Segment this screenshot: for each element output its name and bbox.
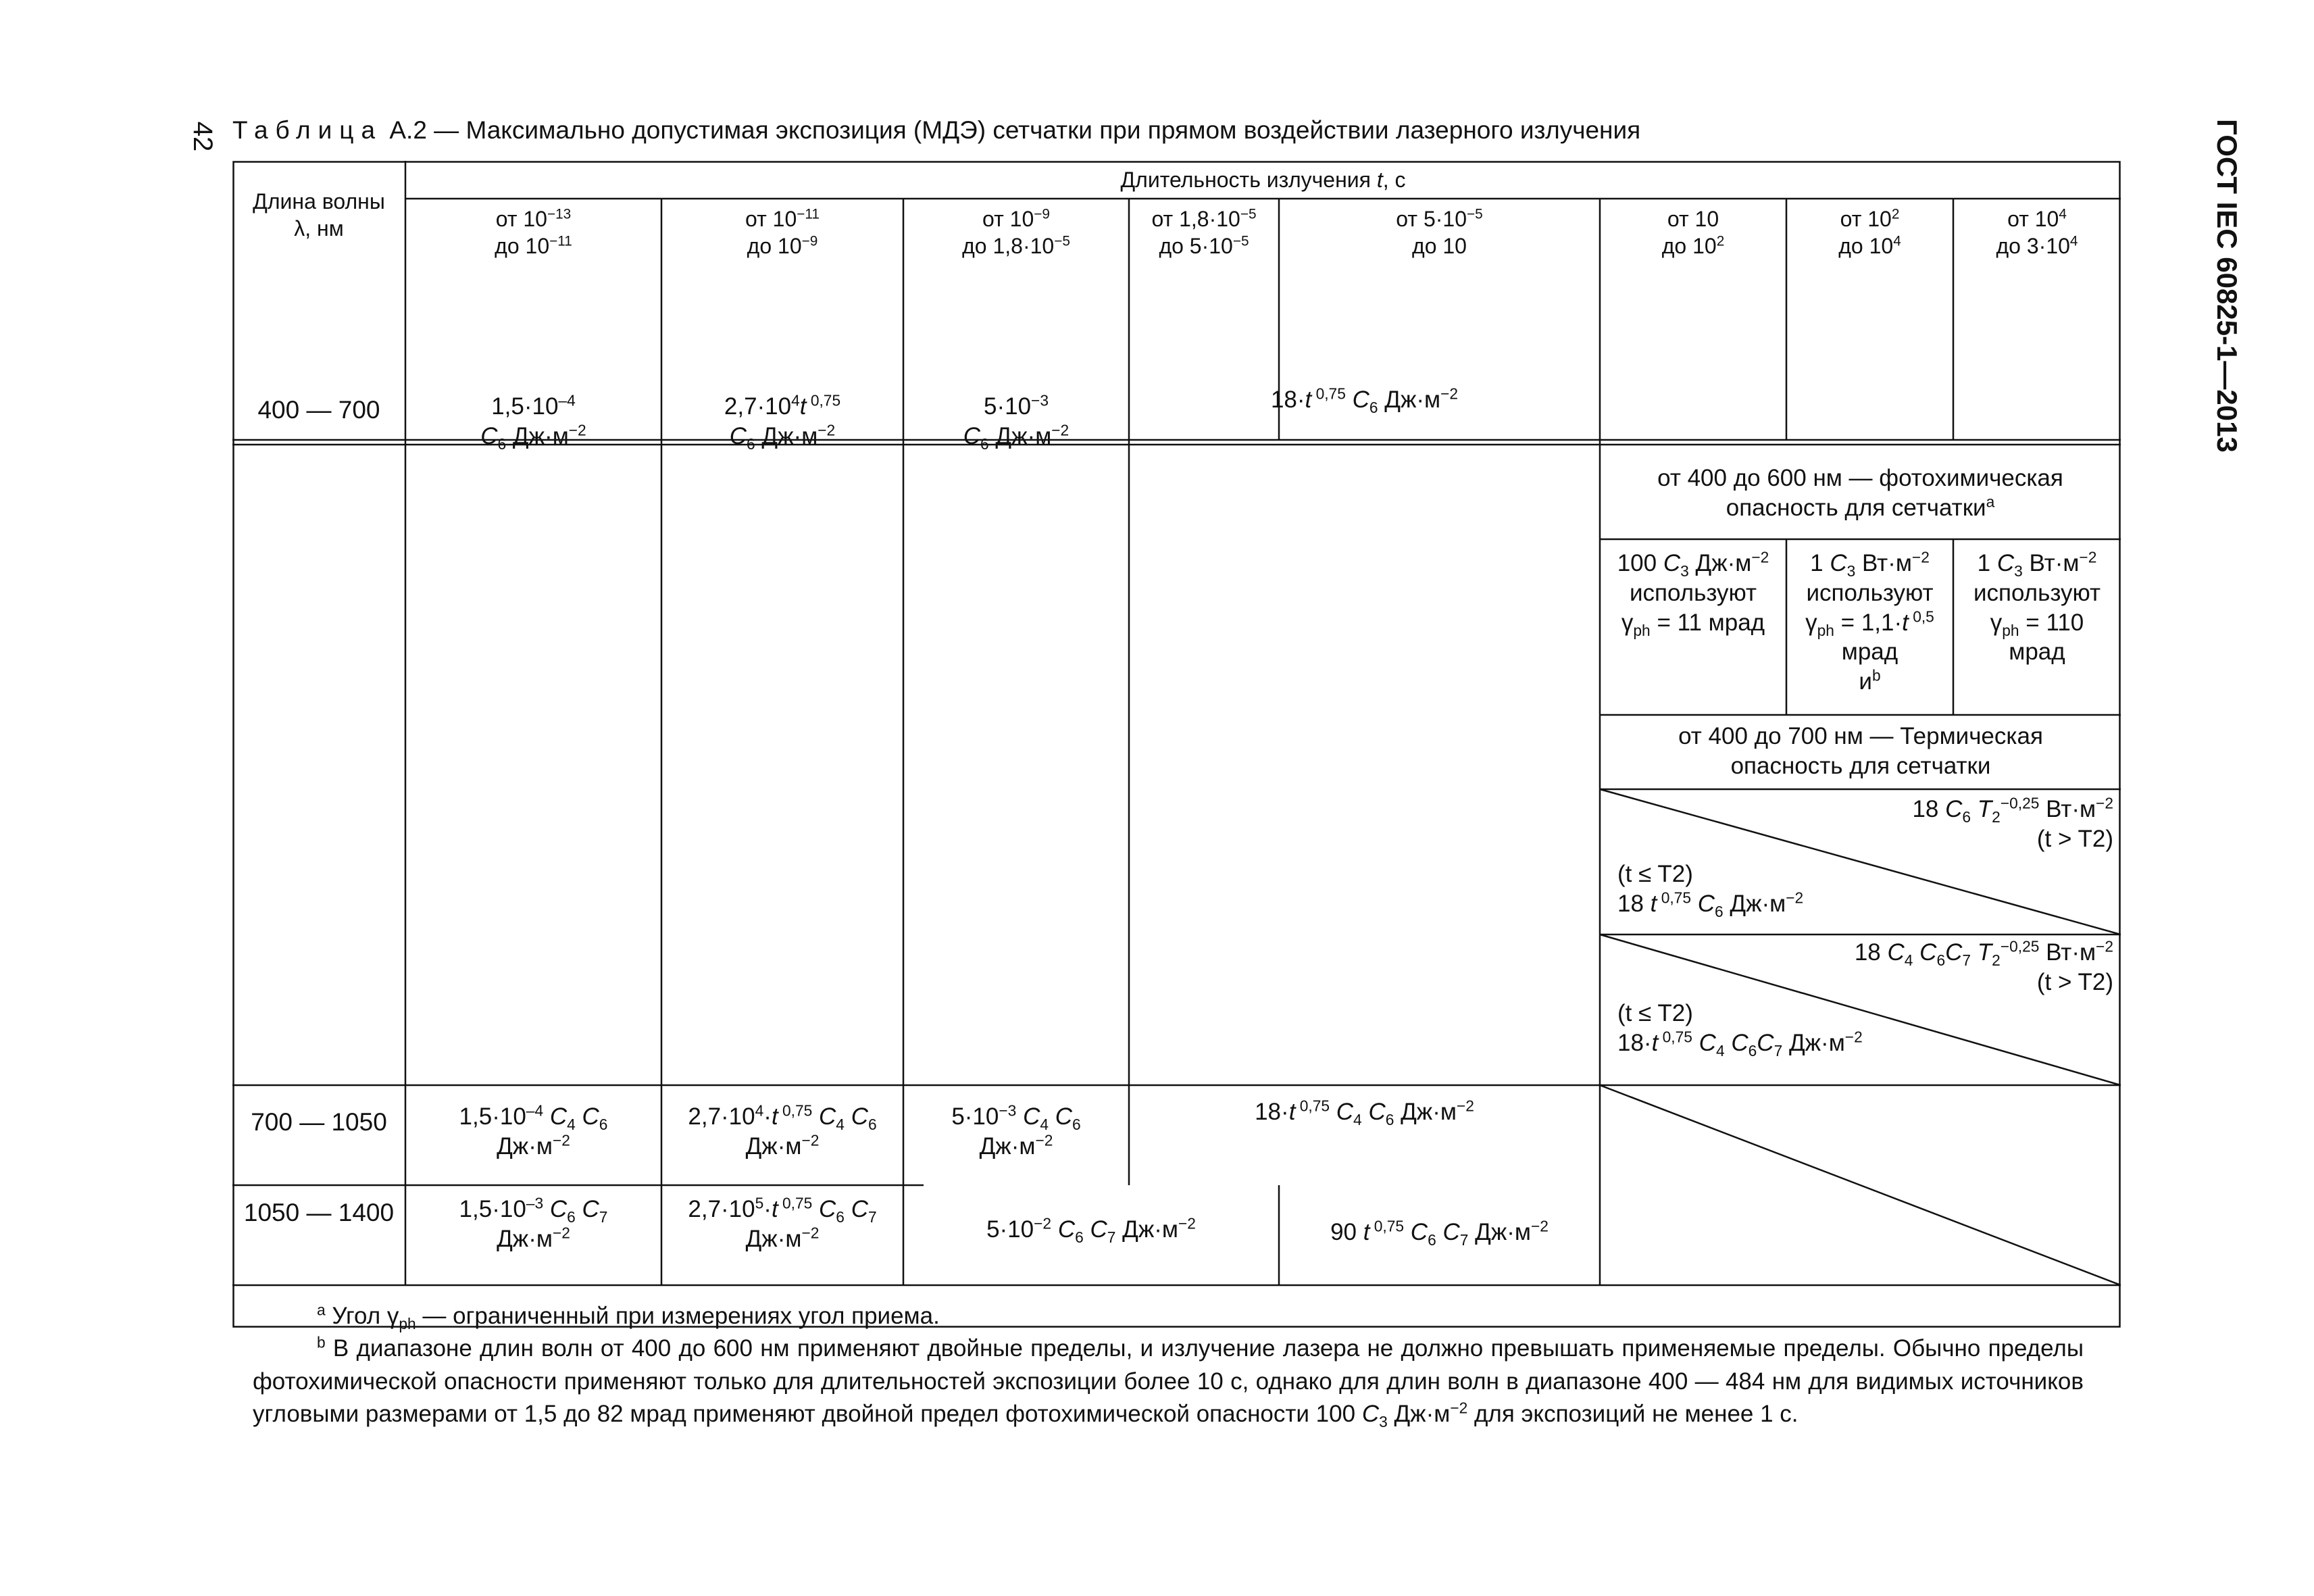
range-to-exp: 2 [1716, 233, 1725, 249]
header-duration [405, 166, 2121, 193]
t2-symbol: T [1977, 939, 1992, 966]
coef-symbol: C [1699, 1029, 1716, 1056]
value-base: 1,5·10 [491, 393, 559, 420]
row2-cell-1: $1,5\cdot 10^{-4}$ $C_4$ $C_6$ $Дж\cdot м^{-2}$ [459, 1101, 608, 1159]
range-to-exp: −11 [549, 233, 572, 249]
thermal-1-upper [1607, 795, 2113, 854]
range-to: до 10 [495, 234, 550, 258]
range-to-exp: −9 [801, 233, 818, 249]
row3-cell-4: 90 t $^{0,75}$ $C_6$ $C_7$ $Дж\cdot м^{-2}$ [1330, 1217, 1549, 1249]
header-range-6 [1600, 205, 1786, 259]
coef-index: 6 [1936, 951, 1946, 969]
condition: (t ≤ T2) [1617, 861, 1693, 887]
range-from: от 10 [495, 207, 547, 231]
unit: Дж·м [1378, 386, 1441, 413]
coef-index: 6 [497, 434, 507, 453]
thermal-1-lower [1617, 859, 2023, 919]
row1-cell-1 [405, 392, 661, 451]
value-exp: –4 [558, 391, 576, 409]
gamma-value: = 1,1· [1834, 609, 1903, 636]
footnote-mark: a [317, 1301, 326, 1319]
and-text: и [1859, 668, 1872, 695]
footnote-text: Угол [325, 1303, 387, 1329]
coef-symbol: C [1830, 550, 1847, 576]
time-exp: 0,5 [1908, 607, 1934, 625]
coef-symbol: C [729, 422, 747, 449]
duration-unit: , с [1382, 168, 1406, 192]
range-from-exp: 4 [2059, 206, 2067, 222]
unit-exp: −2 [1440, 384, 1459, 403]
time-var: t [1651, 1029, 1659, 1056]
unit-exp: −2 [2096, 794, 2113, 812]
photochemical-cell-3 [1953, 549, 2121, 667]
header-wavelength [232, 188, 405, 242]
range-from: от 10 [1840, 207, 1892, 231]
thermal-2-lower [1617, 999, 2023, 1058]
value-exp: 4 [791, 391, 800, 409]
time-var: t [1650, 890, 1657, 917]
t2-exp: −0,25 [2000, 937, 2040, 955]
time-var: t [799, 393, 807, 420]
footnote-text: В диапазоне длин волн от 400 до 600 нм применяют двойные пределы, и излучение лазера не должно превышать применяемые пределы. Обычно пределы фотохимической опасности применяют только для длительностей экспозиции более 10 с, однако для длин волн в диапазоне 400 — 484 нм для видимых источников угловыми размерами от 1,5 до 82 мрад применяют двойной предел фотохимической опасности 100 [253, 1335, 2084, 1427]
coef-symbol: C [1945, 796, 1963, 822]
range-from-exp: −13 [547, 206, 572, 222]
time-var: t [1305, 386, 1312, 413]
coef-symbol: C [1757, 1029, 1774, 1056]
value: 1 [1977, 550, 1997, 576]
range-from-exp: 2 [1891, 206, 1900, 222]
header-range-8 [1953, 205, 2121, 259]
range-from-exp: −5 [1240, 206, 1257, 222]
unit-exp: −2 [1844, 1028, 1863, 1046]
gamma-value: = 110 [2019, 609, 2084, 636]
unit-exp: −2 [1450, 1399, 1468, 1417]
coef-index: 4 [1715, 1041, 1725, 1059]
unit: Вт·м [2039, 796, 2096, 822]
coef-index: 6 [747, 434, 755, 453]
footnote-ref-a: a [1986, 493, 1995, 511]
thermal-2-upper [1607, 938, 2113, 997]
row2-cell-4: 18·t $^{0,75}$ $C_4$ $C_6$ $Дж\cdot м^{-2}$ [1255, 1097, 1474, 1128]
coef-index: 3 [2014, 562, 2023, 580]
value-pre: 18· [1617, 1029, 1652, 1056]
photochemical-text: от 400 до 600 нм — фотохимическая опасность для сетчатки [1657, 465, 2063, 521]
range-from: от 10 [745, 207, 797, 231]
footnote-mark: b [317, 1333, 326, 1351]
range-from: от 1,8·10 [1151, 207, 1240, 231]
gamma-index: ph [1817, 621, 1834, 639]
gamma-index: ph [399, 1315, 416, 1332]
duration-var: t [1376, 168, 1383, 192]
header-wavelength-line1: Длина волны [253, 189, 385, 214]
value-pre: 18 [1617, 890, 1651, 917]
unit: Вт·м [2039, 939, 2096, 966]
condition: (t > T2) [2036, 825, 2113, 852]
page-number: 42 [188, 121, 218, 152]
value-pre: 18 [1854, 939, 1888, 966]
range-from: от 10 [1667, 207, 1719, 231]
coef-index: 3 [1846, 562, 1856, 580]
footnote-text: для экспозиций не менее 1 с. [1467, 1400, 1799, 1427]
row1-cell-3 [903, 392, 1129, 451]
range-to: до 1,8·10 [962, 234, 1055, 258]
table-caption [232, 116, 1640, 145]
condition: (t ≤ T2) [1617, 1000, 1693, 1026]
coef-symbol: C [1919, 939, 1937, 966]
t2-index: 2 [1992, 808, 2001, 826]
range-from-exp: −5 [1466, 206, 1483, 222]
unit-exp: −2 [2096, 937, 2113, 955]
row1-cell-4 [1129, 385, 1600, 415]
unit-exp: −2 [1786, 889, 1804, 907]
photochemical-cell-2 [1786, 549, 1953, 697]
header-range-7 [1786, 205, 1953, 259]
coef-symbol: C [1731, 1029, 1749, 1056]
range-to-exp: 4 [1893, 233, 1901, 249]
coef-symbol: C [963, 422, 981, 449]
coef-index: 6 [980, 434, 989, 453]
unit-mrad: мрад [2009, 639, 2065, 666]
value-pre: 18· [1270, 386, 1305, 413]
row3-wavelength: 1050 — 1400 [243, 1199, 395, 1226]
header-range-2 [661, 205, 903, 259]
gamma-symbol: γ [1990, 609, 2003, 636]
unit: Дж·м [1782, 1029, 1845, 1056]
coef-symbol: C [1945, 939, 1963, 966]
range-to: до 3·10 [1996, 234, 2070, 258]
header-wavelength-line2: λ, нм [294, 216, 344, 241]
gamma-index: ph [2002, 621, 2019, 639]
row3-cell-2: $2,7\cdot 10^5\cdot t$ $^{0,75}$ $C_6$ $C_7$ $Дж\cdot м^{-2}$ [688, 1194, 877, 1252]
range-to-exp: 4 [2069, 233, 2078, 249]
row1-wavelength: 400 — 700 [257, 396, 380, 424]
row3-cell-3: $5\cdot 10^{-2}$ $C_6$ $C_7$ $Дж\cdot м^{-2}$ [986, 1214, 1196, 1246]
header-range-5 [1279, 205, 1600, 259]
value-base: 2,7·10 [724, 393, 792, 420]
row2-cell-3: $5\cdot 10^{-3}$ $C_4$ $C_6$ $Дж\cdot м^{-2}$ [951, 1101, 1081, 1159]
unit: Дж·м [755, 422, 818, 449]
range-to: до 10 [1661, 234, 1717, 258]
coef-symbol: C [1361, 1400, 1380, 1427]
row2-wavelength: 700 — 1050 [251, 1108, 387, 1136]
range-from: от 5·10 [1396, 207, 1467, 231]
unit: Дж·м [1387, 1400, 1451, 1427]
time-var: t [1902, 609, 1909, 636]
header-range-1 [405, 205, 661, 259]
gamma-index: ph [1633, 621, 1651, 639]
t2-symbol: T [1977, 796, 1992, 822]
gamma-symbol: γ [386, 1303, 399, 1329]
value-pre: 18 [1912, 796, 1946, 822]
photochemical-cell-1 [1600, 549, 1786, 637]
unit-exp: −2 [1751, 548, 1769, 566]
time-exp: 0,75 [806, 391, 841, 409]
coef-index: 3 [1680, 562, 1689, 580]
coef-symbol: C [1697, 890, 1715, 917]
coef-index: 6 [1962, 808, 1971, 826]
t2-exp: −0,25 [2000, 794, 2040, 812]
time-exp: 0,75 [1658, 1028, 1692, 1046]
unit-exp: −2 [1051, 421, 1070, 439]
footnote-a [253, 1300, 2084, 1332]
footnote-ref-b: b [1871, 666, 1881, 684]
coef-index: 6 [1715, 902, 1724, 920]
coef-index: 7 [1962, 951, 1971, 969]
time-exp: 0,75 [1657, 889, 1691, 907]
unit: Дж·м [1723, 890, 1786, 917]
row1-cell-2 [661, 392, 903, 451]
gamma-symbol: γ [1805, 609, 1817, 636]
range-from-exp: −9 [1034, 206, 1050, 222]
coef-symbol: C [1663, 550, 1681, 576]
t2-index: 2 [1992, 951, 2001, 969]
range-from-exp: −11 [797, 206, 820, 222]
coef-symbol: C [1887, 939, 1905, 966]
time-exp: 0,75 [1311, 384, 1346, 403]
range-to: до 10 [747, 234, 802, 258]
caption-text: А.2 — Максимально допустимая экспозиция (МДЭ) сетчатки при прямом воздействии лазерного излучения [389, 116, 1641, 144]
gamma-symbol: γ [1621, 609, 1634, 636]
coef-index: 3 [1379, 1412, 1388, 1430]
condition: (t > T2) [2036, 968, 2113, 995]
coef-symbol: C [480, 422, 498, 449]
unit: Дж·м [1688, 550, 1752, 576]
header-range-4 [1129, 205, 1279, 259]
coef-index: 7 [1774, 1041, 1783, 1059]
unit-exp: −2 [2079, 548, 2097, 566]
range-to: до 5·10 [1159, 234, 1233, 258]
value-exp: −3 [1031, 391, 1049, 409]
unit-mrad: мрад [1841, 639, 1898, 666]
use-text: используют [1629, 579, 1757, 606]
unit: Дж·м [506, 422, 569, 449]
unit-exp: −2 [1911, 548, 1930, 566]
footnote-b [253, 1332, 2084, 1430]
range-to: до 10 [1838, 234, 1894, 258]
value: 1 [1810, 550, 1830, 576]
range-from: от 10 [982, 207, 1034, 231]
value: 100 [1617, 550, 1663, 576]
document-code: ГОСТ IEC 60825-1—2013 [2211, 119, 2243, 453]
coef-symbol: C [1352, 386, 1369, 413]
photochemical-hazard-title [1607, 464, 2114, 523]
duration-label: Длительность излучения [1120, 168, 1371, 192]
unit: Вт·м [1855, 550, 1912, 576]
range-to-exp: −5 [1232, 233, 1249, 249]
range-from: от 10 [2007, 207, 2059, 231]
unit: Вт·м [2022, 550, 2080, 576]
coef-symbol: C [1996, 550, 2015, 576]
footnote-text: — ограниченный при измерениях угол приема. [416, 1303, 940, 1329]
unit: Дж·м [988, 422, 1052, 449]
value-base: 5·10 [983, 393, 1032, 420]
coef-index: 6 [1748, 1041, 1757, 1059]
thermal-hazard-title: от 400 до 700 нм — Термическая опасность для сетчатки [1678, 723, 2043, 779]
coef-index: 6 [1369, 399, 1378, 416]
row3-cell-1: $1,5\cdot 10^{-3}$ $C_6$ $C_7$ $Дж\cdot м^{-2}$ [459, 1194, 608, 1252]
unit-exp: −2 [568, 421, 586, 439]
coef-index: 4 [1904, 951, 1913, 969]
row2-cell-2: $2,7\cdot 10^4\cdot t$ $^{0,75}$ $C_4$ $C_6$ $Дж\cdot м^{-2}$ [688, 1101, 877, 1159]
use-text: используют [1806, 579, 1934, 606]
range-to-exp: −5 [1054, 233, 1070, 249]
gamma-value: = 11 мрад [1650, 609, 1765, 636]
range-to: до 10 [1412, 234, 1467, 258]
caption-word: Таблица [232, 116, 383, 144]
footnotes [253, 1300, 2084, 1430]
unit-exp: −2 [818, 421, 836, 439]
use-text: используют [1973, 579, 2101, 606]
header-range-3 [903, 205, 1129, 259]
